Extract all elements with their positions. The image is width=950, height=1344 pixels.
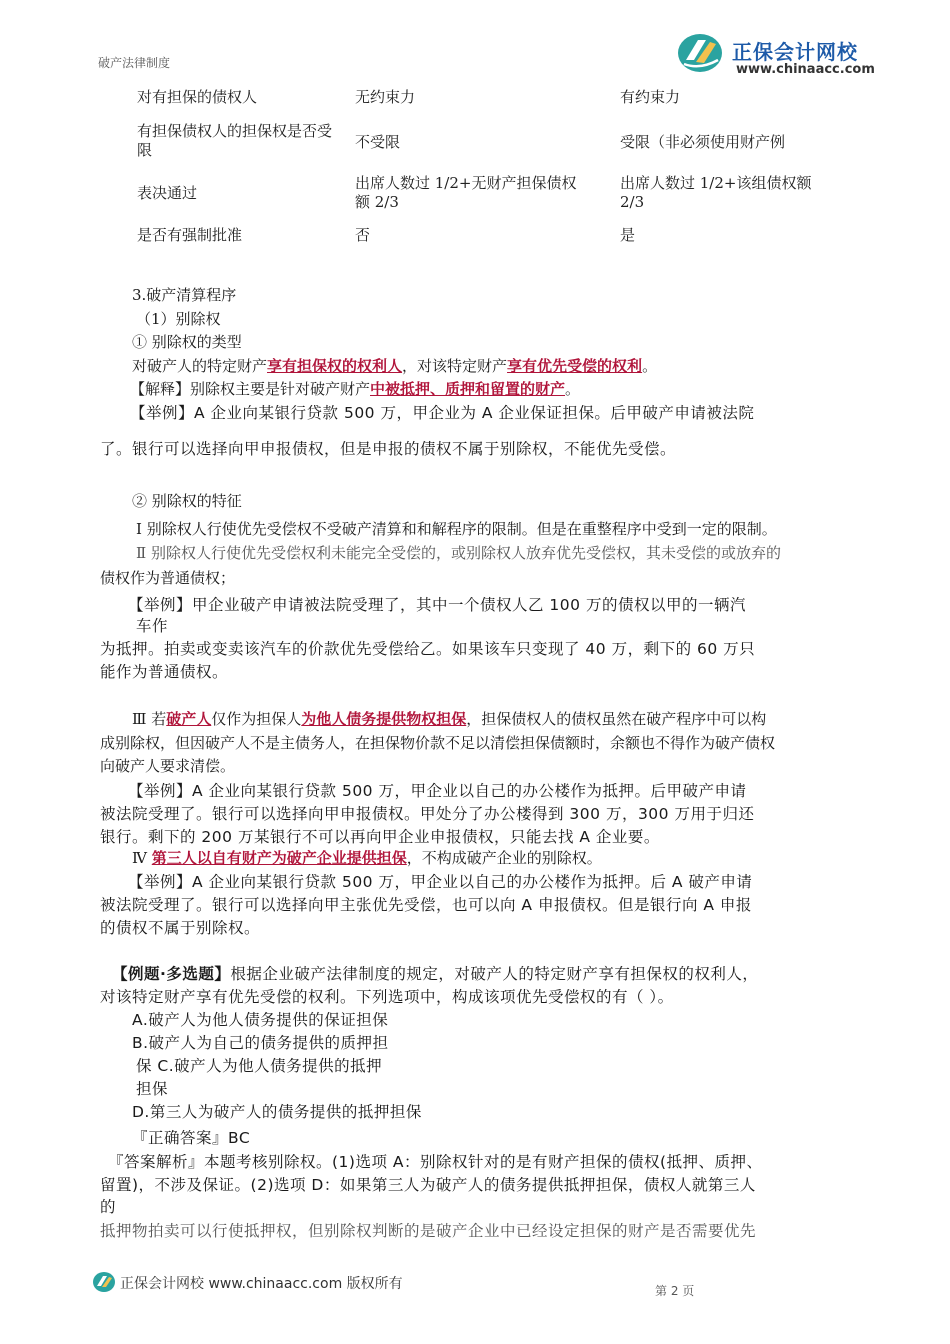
example-line: 【举例】A 企业向某银行贷款 500 万，甲企业为 A 企业保证担保。后甲破产申请被法院 [130,404,755,422]
emphasis-text: 享有担保权的权利人 [267,357,403,375]
table-cell: 无约束力 [355,88,416,106]
subsection-title: （1）别除权 [136,310,221,328]
text: ，不构成破产企业的别除权。 [406,849,602,867]
text: 。 [642,357,658,375]
text: 根据企业破产法律制度的规定，对破产人的特定财产享有担保权的权利人， [230,965,759,983]
table-cell: 有约束力 [620,88,681,106]
feature-line: 成别除权，但因破产人不是主债务人，在担保物价款不足以清偿担保债额时，余额也不得作为破产债权 [100,734,776,752]
table-cell: 否 [355,226,371,244]
table-cell: 不受限 [355,133,401,151]
text: 。 [565,380,581,398]
table-cell: 对有担保的债权人 [137,88,258,106]
subsection-title: ① 别除权的类型 [132,333,242,351]
example-line: 能作为普通债权。 [100,663,229,681]
example-line: 【举例】A 企业向某银行贷款 500 万，甲企业以自己的办公楼作为抵押。后 A 破产申请 [128,873,753,891]
emphasis-text: 为他人债务提供物权担保 [301,710,467,728]
feature-line-cut: Ⅱ 别除权人行使优先受偿权利未能完全受偿的，或别除权人放弃优先受偿权，其未受偿的或放弃的 [136,544,781,562]
table-cell: 受限（非必须使用财产例 [620,133,786,151]
definition-paragraph [132,355,657,377]
text: ，对该特定财产 [402,357,508,375]
text: Ⅲ 若 [132,710,167,728]
answer: 『正确答案』BC [132,1129,251,1147]
question-tag: 【例题·多选题】 [112,965,231,983]
text: ，担保债权人的债权虽然在破产程序中可以构 [466,710,767,728]
table-cell: 是 [620,226,636,244]
feature-line: 向破产人要求清偿。 [100,757,236,775]
text: Ⅳ [132,849,152,867]
feature-paragraph [132,847,602,869]
example-line: 车作 [136,617,169,635]
option-c: 保 C.破产人为他人债务提供的抵押 [136,1057,383,1075]
example-line: 的债权不属于别除权。 [100,919,261,937]
text: 仅作为担保人 [211,710,302,728]
table-cell: 出席人数过 1/2+无财产担保债权额 2/3 [355,174,577,211]
analysis-line: 的 [100,1198,117,1216]
example-line: 【举例】A 企业向某银行贷款 500 万，甲企业以自己的办公楼作为抵押。后甲破产申请 [128,782,747,800]
example-line: 了。银行可以选择向甲申报债权，但是申报的债权不属于别除权，不能优先受偿。 [100,440,677,458]
question-stem [112,963,758,985]
brand-url: www.chinaacc.com [736,62,875,77]
analysis-line-cut: 抵押物拍卖可以行使抵押权，但别除权判断的是破产企业中已经设定担保的财产是否需要优先 [100,1222,757,1240]
emphasis-text: 享有优先受偿的权利 [507,357,643,375]
section-title: 3.破产清算程序 [132,286,237,304]
chinaacc-logo-icon [676,30,726,74]
table-cell: 是否有强制批准 [137,226,243,244]
example-line: 为抵押。拍卖或变卖该汽车的价款优先受偿给乙。如果该车只变现了 40 万，剩下的 60 万只 [100,640,756,658]
option-a: A.破产人为他人债务提供的保证担保 [132,1011,389,1029]
table-cell: 表决通过 [137,184,198,202]
feature-paragraph [132,708,766,730]
option-d: D.第三人为破产人的债务提供的抵押担保 [132,1103,422,1121]
footer-copyright: 正保会计网校 www.chinaacc.com 版权所有 [120,1276,403,1292]
feature-line: 债权作为普通债权； [100,569,236,587]
example-line: 【举例】甲企业破产申请被法院受理了，其中一个债权人乙 100 万的债权以甲的一辆汽 [128,596,746,614]
example-line: 被法院受理了。银行可以选择向甲主张优先受偿，也可以向 A 申报债权。但是银行向 A 申报 [100,896,752,914]
emphasis-text: 中被抵押、质押和留置的财产 [370,380,566,398]
text: 【解释】别除权主要是针对破产财产 [130,380,371,398]
question-stem-line: 对该特定财产享有优先受偿的权利。下列选项中，构成该项优先受偿权的有（ ）。 [100,988,674,1006]
emphasis-text: 破产人 [166,710,212,728]
analysis-line: 『答案解析』本题考核别除权。(1)选项 A：别除权针对的是有财产担保的债权(抵押、质押、 [108,1153,763,1171]
feature-line: Ⅰ 别除权人行使优先受偿权不受破产清算和和解程序的限制。但是在重整程序中受到一定的限制。 [136,520,777,538]
example-line: 被法院受理了。银行可以选择向甲申报债权。甲处分了办公楼得到 300 万，300 万用于归还 [100,805,755,823]
subsection-title: ② 别除权的特征 [132,492,242,510]
table-cell: 有担保债权人的担保权是否受限 [137,122,333,159]
option-c-tail: 担保 [136,1080,169,1098]
option-b: B.破产人为自己的债务提供的质押担 [132,1034,389,1052]
example-line: 银行。剩下的 200 万某银行不可以再向甲企业申报债权，只能去找 A 企业要。 [100,828,660,846]
chinaacc-logo-icon [92,1271,116,1293]
explanation-paragraph [130,378,580,400]
header-cut-text: 破产法律制度 [98,56,171,70]
brand-name: 正保会计网校 [732,40,858,64]
page-number: 第 2 页 [655,1284,695,1298]
emphasis-text: 第三人以自有财产为破产企业提供担保 [151,849,407,867]
analysis-line: 留置)，不涉及保证。(2)选项 D：如果第三人为破产人的债务提供抵押担保，债权人就第三人 [100,1176,756,1194]
table-cell: 出席人数过 1/2+该组债权额 2/3 [620,174,812,211]
text: 对破产人的特定财产 [132,357,268,375]
